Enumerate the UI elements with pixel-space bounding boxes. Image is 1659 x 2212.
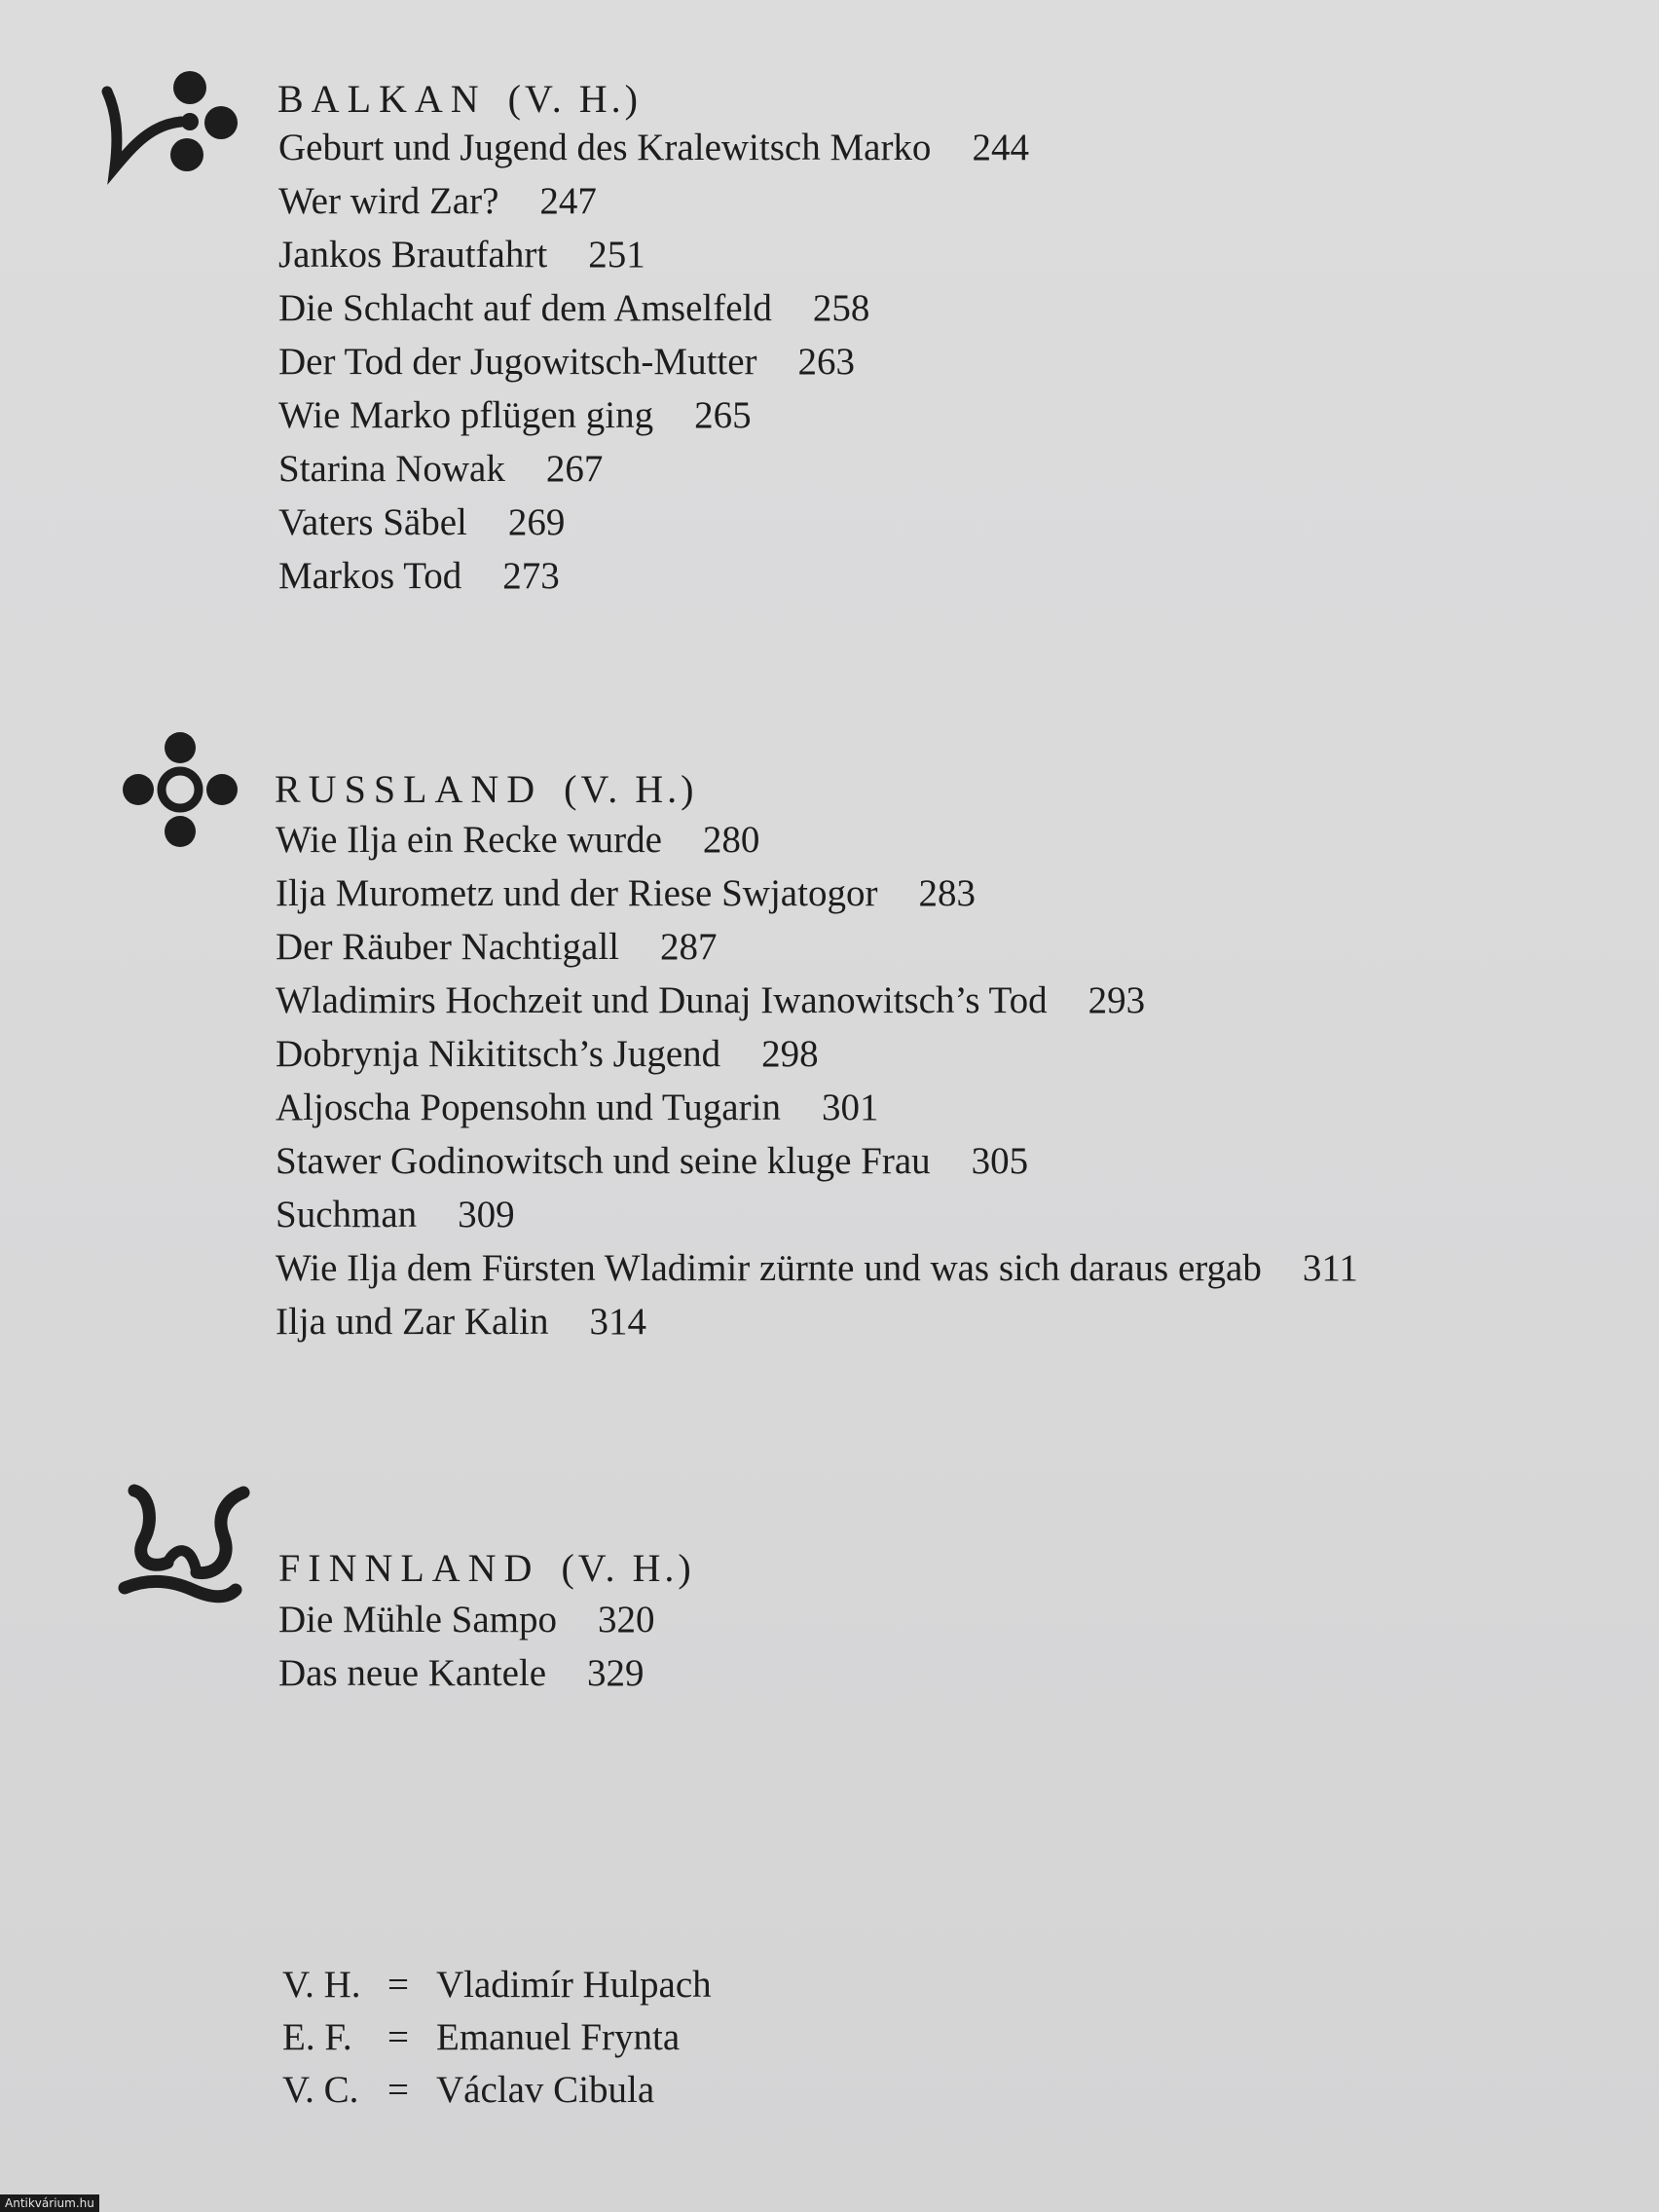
entry-title: Markos Tod: [278, 555, 462, 597]
legend-equals: =: [387, 2016, 409, 2058]
entry-page: 314: [589, 1301, 646, 1343]
entry-title: Die Schlacht auf dem Amselfeld: [278, 287, 772, 329]
toc-entry[interactable]: [278, 335, 1029, 388]
toc-entry[interactable]: [278, 228, 1029, 281]
toc-list-russland: [276, 813, 1358, 1348]
section-title-text: RUSSLAND: [275, 767, 543, 811]
toc-entry[interactable]: [276, 974, 1358, 1027]
legend-abbr: V. C.: [282, 2069, 359, 2111]
legend-row: [282, 2064, 712, 2117]
toc-entry[interactable]: [278, 388, 1029, 442]
finnland-ornament-icon: [115, 1475, 261, 1621]
entry-page: 251: [588, 234, 645, 276]
entry-title: Starina Nowak: [278, 448, 505, 490]
entry-title: Ilja und Zar Kalin: [276, 1301, 549, 1343]
entry-page: 263: [797, 341, 856, 383]
section-title-russland: [275, 766, 697, 812]
entry-page: 269: [507, 501, 566, 543]
section-title-balkan: [277, 76, 642, 122]
section-title-text: FINNLAND: [278, 1546, 540, 1590]
section-title-text: BALKAN: [277, 77, 487, 121]
legend-equals: =: [387, 2069, 409, 2111]
legend-abbr: V. H.: [282, 1964, 361, 2006]
legend-name: Emanuel Frynta: [436, 2016, 681, 2058]
entry-page: 280: [702, 819, 760, 861]
entry-title: Das neue Kantele: [278, 1652, 547, 1694]
watermark: Antikvárium.hu: [0, 2194, 99, 2212]
toc-entry[interactable]: [276, 1295, 1358, 1348]
entry-title: Dobrynja Nikititsch’s Jugend: [276, 1033, 721, 1075]
entry-page: 301: [821, 1087, 879, 1128]
entry-page: 305: [971, 1140, 1029, 1182]
toc-list-finnland: [278, 1593, 654, 1700]
toc-entry[interactable]: [276, 920, 1358, 974]
toc-entry[interactable]: [278, 496, 1029, 549]
legend-row: [282, 2011, 712, 2064]
balkan-ornament-icon: [97, 66, 243, 212]
entry-title: Suchman: [276, 1194, 418, 1235]
entry-page: 265: [694, 394, 752, 436]
entry-page: 329: [587, 1652, 645, 1694]
toc-entry[interactable]: [276, 1134, 1358, 1188]
toc-entry[interactable]: [278, 174, 1029, 228]
toc-entry[interactable]: [276, 1241, 1358, 1295]
toc-entry[interactable]: [278, 1593, 654, 1646]
entry-page: 258: [812, 287, 870, 329]
entry-title: Stawer Godinowitsch und seine kluge Frau: [276, 1140, 931, 1182]
section-author: (V. H.): [561, 1546, 695, 1590]
entry-page: 309: [458, 1194, 515, 1235]
legend-abbr: E. F.: [282, 2016, 352, 2058]
entry-title: Wie Marko pflügen ging: [278, 394, 654, 436]
entry-title: Wie Ilja dem Fürsten Wladimir zürnte und was sich daraus ergab: [276, 1247, 1262, 1289]
entry-title: Geburt und Jugend des Kralewitsch Marko: [278, 127, 932, 168]
toc-entry[interactable]: [278, 442, 1029, 496]
legend-row: [282, 1959, 712, 2011]
entry-page: 267: [545, 448, 604, 490]
section-author: (V. H.): [507, 77, 642, 121]
entry-title: Ilja Murometz und der Riese Swjatogor: [276, 872, 878, 914]
author-legend: [282, 1959, 712, 2117]
toc-entry[interactable]: [278, 1646, 654, 1700]
russland-ornament-icon: [107, 719, 253, 865]
toc-entry[interactable]: [276, 1027, 1358, 1081]
entry-title: Der Räuber Nachtigall: [276, 926, 620, 968]
toc-entry[interactable]: [278, 549, 1029, 603]
entry-title: Der Tod der Jugowitsch-Mutter: [278, 341, 757, 383]
section-author: (V. H.): [564, 767, 698, 811]
legend-equals: =: [387, 1964, 409, 2006]
legend-name: Vladimír Hulpach: [436, 1964, 712, 2006]
entry-page: 287: [660, 926, 718, 968]
legend-name: Václav Cibula: [436, 2069, 655, 2111]
toc-entry[interactable]: [276, 813, 1358, 866]
toc-entry[interactable]: [276, 1188, 1358, 1241]
entry-title: Wie Ilja ein Recke wurde: [276, 819, 662, 861]
toc-list-balkan: [278, 121, 1029, 603]
toc-entry[interactable]: [278, 281, 1029, 335]
toc-entry[interactable]: [276, 866, 1358, 920]
toc-entry[interactable]: [278, 121, 1029, 174]
entry-page: 273: [502, 555, 560, 597]
entry-page: 320: [597, 1599, 655, 1641]
entry-title: Wladimirs Hochzeit und Dunaj Iwanowitsch’s Tod: [276, 979, 1048, 1021]
entry-title: Aljoscha Popensohn und Tugarin: [276, 1087, 781, 1128]
entry-page: 283: [918, 872, 976, 914]
entry-page: 247: [539, 180, 597, 222]
entry-title: Die Mühle Sampo: [278, 1599, 557, 1641]
entry-title: Vaters Säbel: [278, 501, 467, 543]
entry-page: 311: [1302, 1247, 1358, 1289]
section-title-finnland: [278, 1545, 695, 1591]
entry-page: 293: [1088, 979, 1146, 1021]
entry-page: 298: [761, 1033, 819, 1075]
toc-entry[interactable]: [276, 1081, 1358, 1134]
entry-title: Wer wird Zar?: [278, 180, 499, 222]
entry-title: Jankos Brautfahrt: [278, 234, 548, 276]
entry-page: 244: [972, 127, 1029, 168]
